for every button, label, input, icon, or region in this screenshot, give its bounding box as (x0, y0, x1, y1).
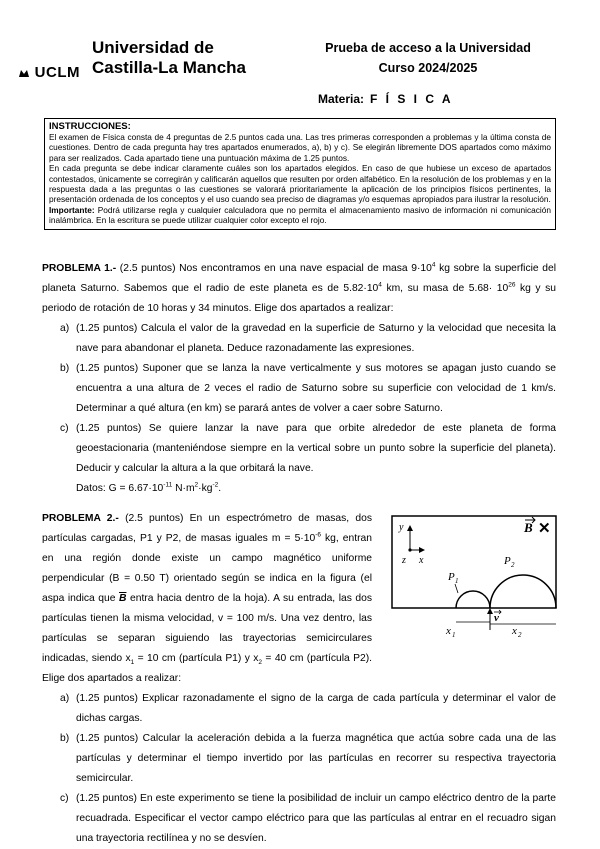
problem-1-intro (42, 259, 556, 319)
axis-x-label: x (419, 555, 424, 566)
logo-emblem-icon (18, 64, 35, 81)
subject-label: Materia: (318, 92, 365, 106)
subscript: 2 (258, 659, 263, 667)
problem-1-text: kg y su periodo de rotación de 10 horas y 34 minutos. Elige dos apartados a realizar: (42, 283, 556, 314)
problem-1-text: kg sobre la superficie del planeta Saturno. Sabemos que el radio de este planeta es de 5.82·10 (42, 263, 556, 294)
problem-1-text: Nos encontramos en una nave espacial de masa 9·10 (179, 263, 432, 274)
part-text: (1.25 puntos) Suponer que se lanza la nave verticalmente y sus motores se apagan justo cuando se encuentra a una altura de 2 veces el radio de Saturno sobre su superficie con velocidad de 1 km/s. Determinar a qué altura (en km) se parará antes de volver a caer sobre Saturno. (76, 363, 556, 414)
part-label: b) (60, 363, 70, 374)
p2-label: P (504, 555, 511, 567)
exponent: -11 (163, 481, 173, 489)
subject (318, 92, 453, 106)
problem-2-text: = 10 cm (partícula P1) y x (134, 653, 259, 664)
problem-2-label: PROBLEMA 2.- (42, 513, 119, 524)
spectrometer-figure (388, 514, 560, 647)
instructions-paragraph-1: El examen de Física consta de 4 preguntas de 2.5 puntos cada una. Las tres primeras corresponden a problemas y la última consta de cuestiones. Dentro de cada pregunta hay tres apartados enumerados, a), b) y c). Se elegirán libremente DOS apartados como máximo para ser realizados. Cada apartado tiene una puntuación máxima de 1.25 puntos. (49, 132, 551, 163)
problem-2-text: kg, entran en una región donde existe un campo magnético uniforme perpendicular (B = 0.50 T) orientado según se indica en la figura (el aspa indica que (42, 533, 373, 604)
part-label: c) (60, 793, 69, 804)
problem-2-text: entra hacia dentro de la hoja). A su entrada, las dos partículas tienen la misma velocidad, v = 100 m/s. Una vez dentro, las partículas se separan siguiendo las trayectorias semicirculares indicadas, siendo x (42, 593, 372, 664)
subscript: 1 (130, 659, 135, 667)
important-text: Podrá utilizarse regla y cualquier calculadora que no permita el almacenamiento masivo de información ni comunicación inalámbrica. En la escritura se puede utilizar cualquier color excepto el rojo. (49, 204, 551, 226)
p1-label: P (448, 571, 455, 583)
field-into-page-icon: ✕ (538, 521, 551, 537)
part-text (76, 419, 556, 499)
x1-label: x (446, 625, 451, 637)
instructions-important (49, 205, 551, 226)
exam-heading (308, 38, 548, 78)
problem-1-points: (2.5 puntos) (119, 263, 176, 274)
data-text: . (218, 483, 222, 494)
field-b-label: B (524, 520, 533, 535)
part-text: (1.25 puntos) En este experimento se tiene la posibilidad de incluir un campo eléctrico dentro de la parte recuadrada. Especificar el vector campo eléctrico para que las partículas al entrar en el recuadro sigan una trayectoria rectilínea y no se desvíen. (76, 793, 556, 844)
university-name (92, 38, 246, 78)
exponent: 4 (431, 261, 436, 269)
uclm-logo (18, 64, 80, 81)
part-text: (1.25 puntos) Explicar razonadamente el signo de la carga de cada partícula y determinar el valor de dichas cargas. (76, 693, 556, 724)
exponent: -6 (315, 531, 321, 539)
problem-1-data (76, 483, 221, 494)
exponent: 26 (508, 281, 516, 289)
trajectory-p2 (490, 575, 556, 608)
problem-1-part-b (42, 359, 556, 419)
problem-1-part-a (42, 319, 556, 359)
x2-label: x (512, 625, 517, 637)
logo-text: UCLM (34, 64, 80, 81)
problem-2-text: En un espectrómetro de masas, dos partículas cargadas, P1 y P2, de masas iguales m = 5·10 (42, 513, 372, 544)
instructions-box (44, 118, 556, 230)
part-label: a) (60, 693, 70, 704)
part-label: b) (60, 733, 70, 744)
exponent: 4 (378, 281, 382, 289)
axis-z-label: z (402, 555, 406, 566)
x2-subscript: 2 (518, 631, 522, 639)
exam-course: Curso 2024/2025 (378, 61, 478, 75)
exam-title: Prueba de acceso a la Universidad (325, 41, 531, 55)
instructions-paragraph-2: En cada pregunta se debe indicar claramente cuáles son los apartados elegidos. En caso de que hubiese un exceso de apartados contestados, únicamente se corregirán y calificarán aquellos que resulten por orden alfabético. En la resolución de los problemas y en la respuesta dada a las preguntas o las cuestiones se valorará prioritariamente la aplicación de los principios físicos pertinentes, la presentación ordenada de los conceptos y el uso cuando sea preciso de diagramas y/o esquemas apropiados para ilustrar la resolución. (49, 163, 551, 205)
data-text: Datos: G = 6.67·10 (76, 483, 164, 494)
university-line-1: Universidad de (92, 38, 214, 57)
problem-1 (42, 259, 556, 499)
problem-1-label: PROBLEMA 1.- (42, 263, 117, 274)
problem-2-part-c (42, 789, 556, 849)
data-text: ·kg (198, 483, 213, 494)
problem-2-text: = 40 cm (partícula P2). Elige dos apartados a realizar: (42, 653, 372, 684)
problem-2-part-a (42, 689, 556, 729)
exponent: -2 (212, 481, 219, 489)
p1-subscript: 1 (455, 577, 459, 585)
subject-value: F Í S I C A (370, 92, 454, 106)
problem-2-points: (2.5 puntos) (125, 513, 184, 524)
important-label: Importante: (49, 204, 95, 215)
problem-2-part-b (42, 729, 556, 789)
part-text: (1.25 puntos) Calcular la aceleración debida a la fuerza magnética que actúa sobre cada una de las partículas y determinar el tiempo invertido por las partículas en recorrer su respectiva trayectoria semicircular. (76, 733, 556, 784)
problem-2-intro (42, 509, 372, 689)
part-label: a) (60, 323, 70, 334)
exponent: 2 (194, 481, 199, 489)
velocity-label: v (494, 612, 499, 624)
part-c-text: (1.25 puntos) Se quiere lanzar la nave para que orbite alrededor de este planeta de forma geoestacionaria (manteniéndose siempre en la vertical sobre un punto sobre la superficie del planeta). Deducir y calcular la altura a la que orbitará la nave. (76, 423, 556, 474)
instructions-title: INSTRUCCIONES: (49, 121, 131, 132)
vector-b-symbol: $\overline{B}$ (119, 593, 127, 604)
trajectory-p1 (456, 591, 490, 608)
part-label: c) (60, 423, 69, 434)
data-text: N·m (172, 483, 195, 494)
problem-1-text: km, su masa de 5.68· 10 (381, 283, 509, 294)
x1-subscript: 1 (452, 631, 456, 639)
problem-1-part-c (42, 419, 556, 499)
problem-2-intro-text (42, 509, 372, 689)
p2-subscript: 2 (511, 561, 515, 569)
part-text: (1.25 puntos) Calcula el valor de la gravedad en la superficie de Saturno y la velocidad que necesita la nave para abandonar el planeta. Deduce razonadamente las expresiones. (76, 323, 556, 354)
university-line-2: Castilla-La Mancha (92, 58, 246, 77)
axis-y-label: y (399, 522, 404, 533)
problem-2-parts (42, 689, 556, 849)
